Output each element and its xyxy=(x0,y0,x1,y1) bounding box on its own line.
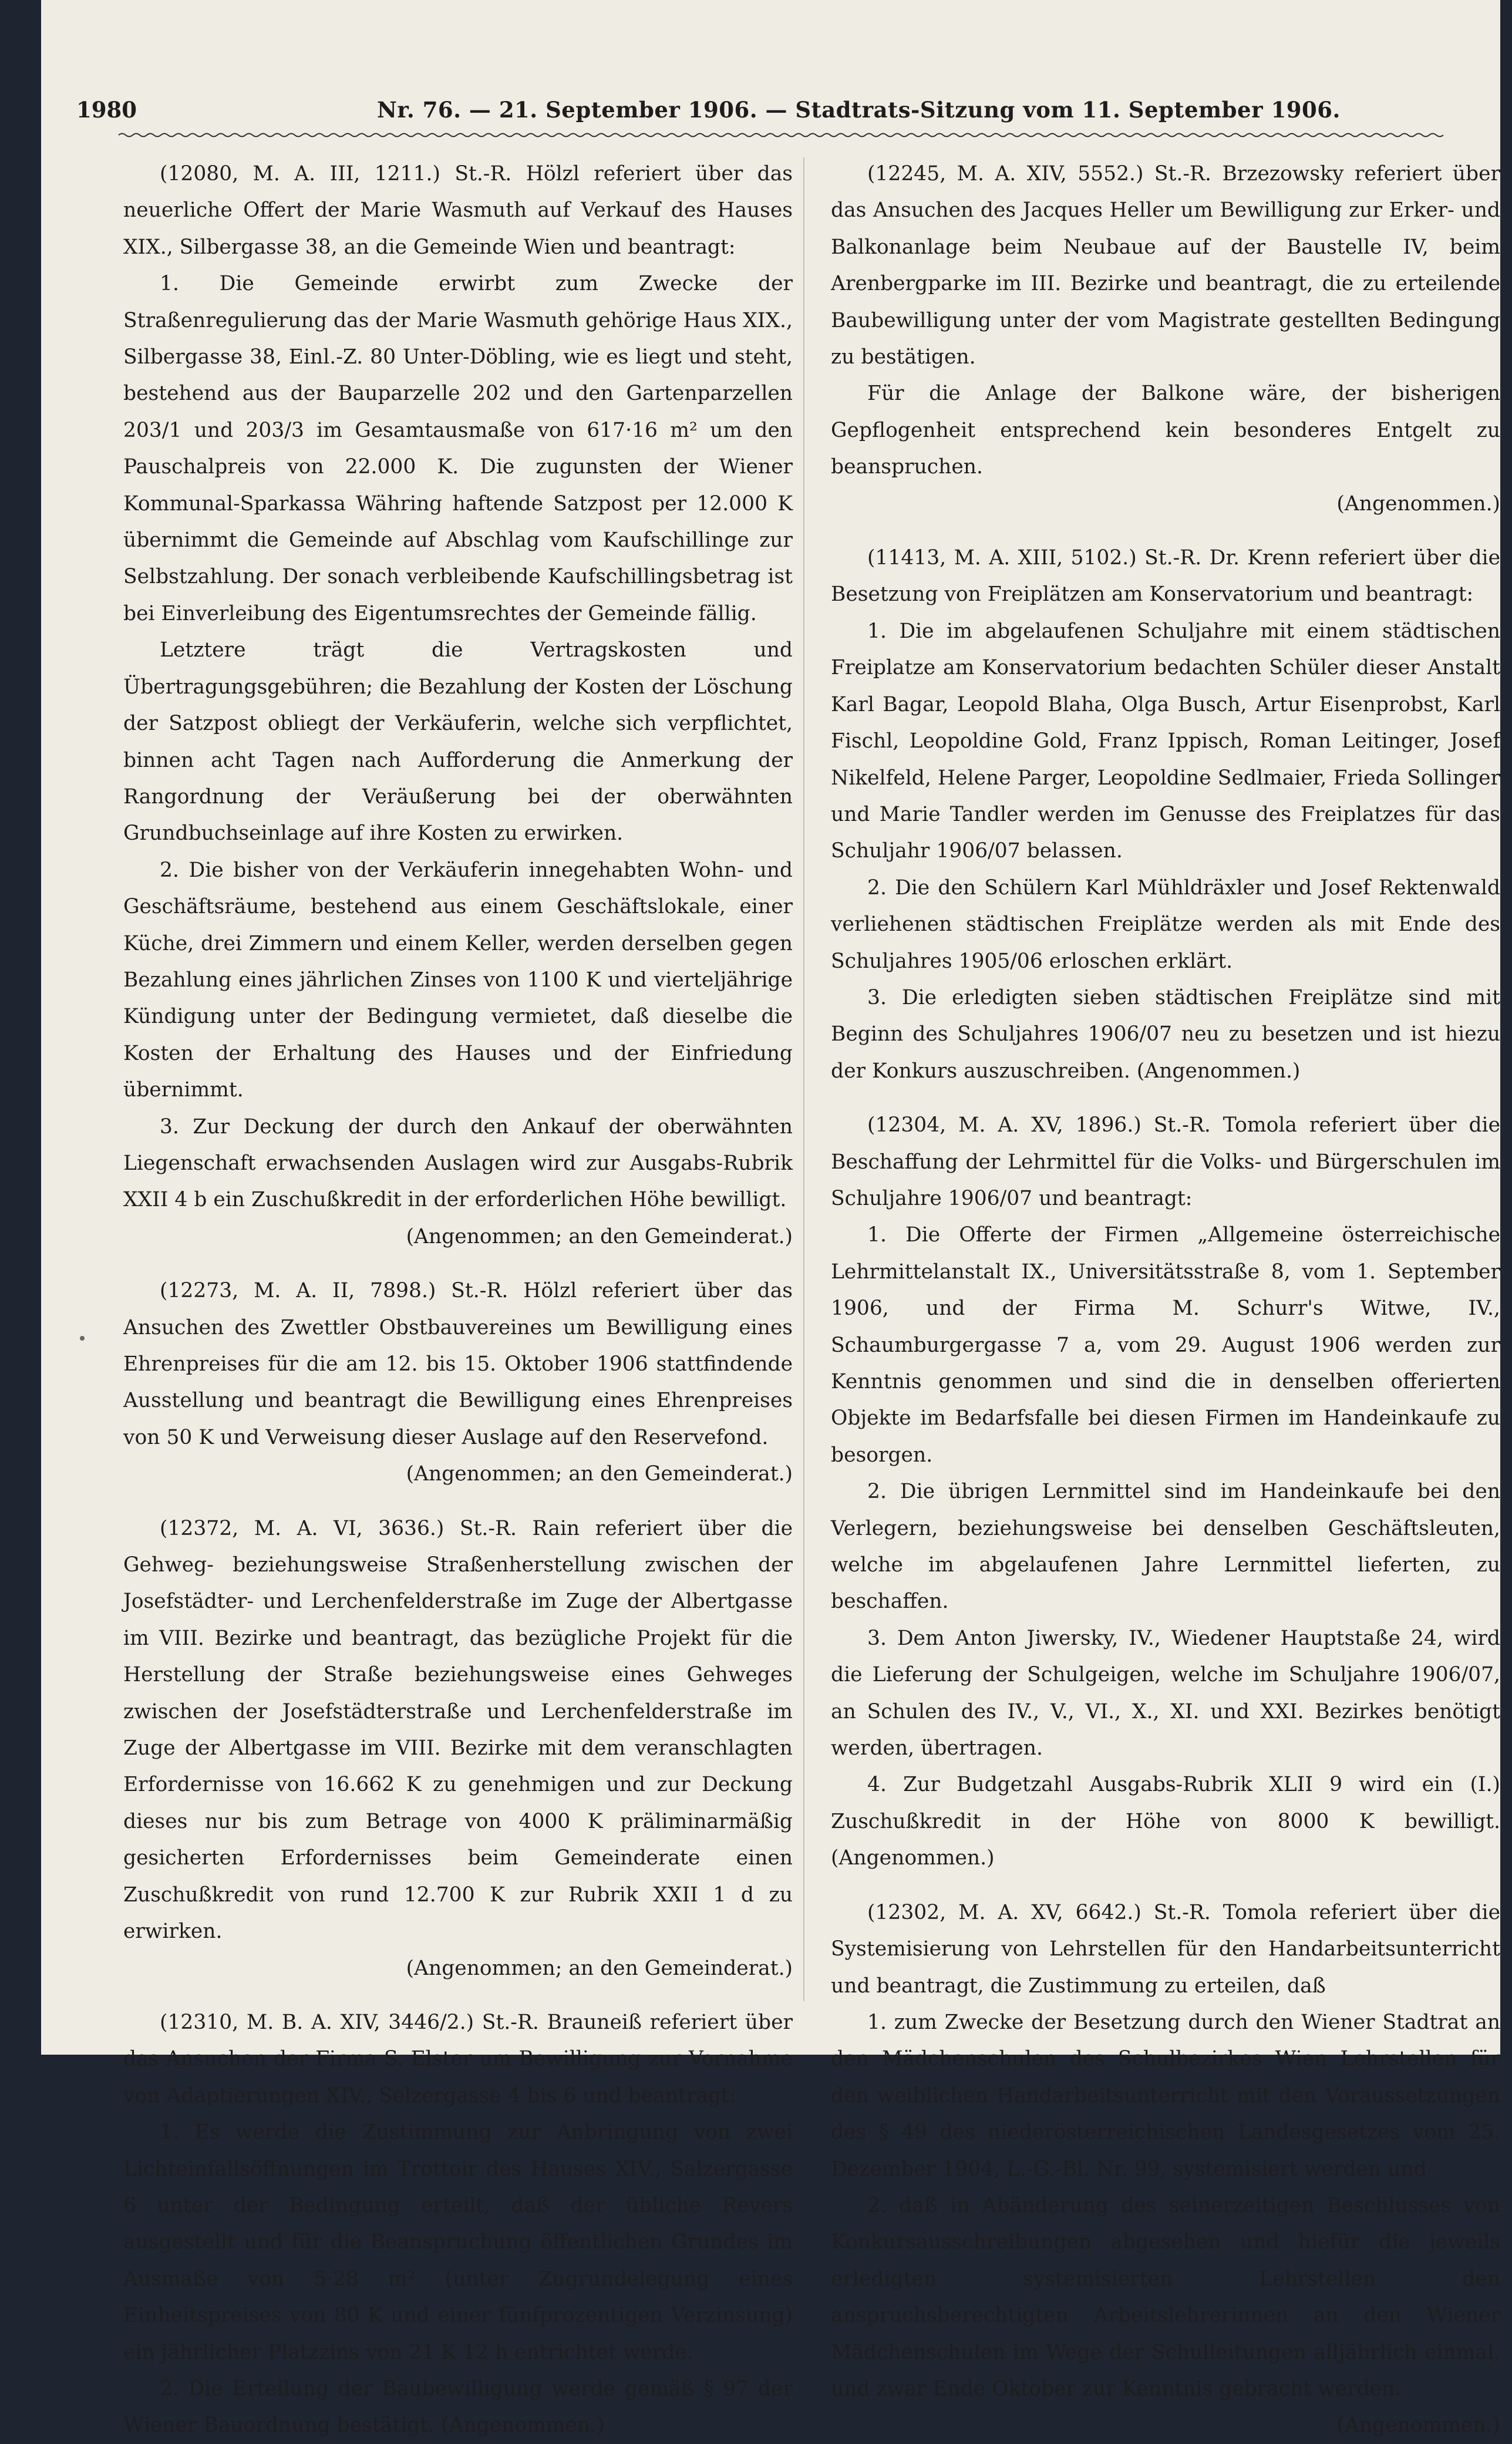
resolution-12080: (Angenommen; an den Gemeinderat.) xyxy=(406,1224,793,1248)
paragraph-12080-item-1b: Letztere trägt die Vertragskosten und Übertragungsgebühren; die Bezahlung der Kosten der Löschung der Satzpost obliegt der Verkäuferin, welche sich verpflichtet, binnen acht Tagen nach Aufforderung die Anmerkung der Rangordnung der Veräußerung bei der oberwähnten Grundbuchseinlage auf ihre Kosten zu erwirken. xyxy=(123,638,793,846)
resolution-12302: (Angenommen.) xyxy=(1336,2413,1500,2438)
paragraph-12245: (12245, M. A. XIV, 5552.) St.-R. Brzezowsky referiert über das Ansuchen des Jacques Heller um Bewilligung zur Erker- und Balkonanlage beim Neubaue auf der Baustelle IV, beim Arenbergparke im III. Bezirke und beantragt, die zu erteilende Baubewilligung unter der vom Magistrate gestellten Bedingung zu bestätigen. xyxy=(831,162,1500,369)
right-column xyxy=(831,156,1500,2444)
column-divider xyxy=(803,157,804,2001)
paragraph-12080-item-3: 3. Zur Deckung der durch den Ankauf der oberwähnten Liegenschaft erwachsenden Auslagen wird zur Ausgabs-Rubrik XXII 4 b ein Zuschußkredit in der erforderlichen Höhe bewilligt. xyxy=(123,1115,793,1212)
paragraph-12302-intro: (12302, M. A. XV, 6642.) St.-R. Tomola referiert über die Systemisierung von Lehrstellen für den Handarbeitsunterricht und beantragt, die Zustimmung zu erteilen, daß xyxy=(831,1900,1500,1998)
paragraph-11413-item-1: 1. Die im abgelaufenen Schuljahre mit einem städtischen Freiplatze am Konservatorium bedachten Schüler dieser Anstalt Karl Bagar, Leopold Blaha, Olga Busch, Artur Eisenprobst, Karl Fischl, Leopoldine Gold, Franz Ippisch, Roman Leitinger, Josef Nikelfeld, Helene Parger, Leopoldine Sedlmaier, Frieda Sollinger und Marie Tandler werden im Genusse des Freiplatzes für das Schuljahr 1906/07 belassen. xyxy=(831,619,1500,863)
paragraph-12245-item: Für die Anlage der Balkone wäre, der bisherigen Gepflogenheit entsprechend kein besonderes Entgelt zu beanspruchen. xyxy=(831,382,1500,479)
running-title: Nr. 76. — 21. September 1906. — Stadtrats-Sitzung vom 11. September 1906. xyxy=(377,97,1341,123)
paragraph-12304-intro: (12304, M. A. XV, 1896.) St.-R. Tomola referiert über die Beschaffung der Lehrmittel für die Volks- und Bürgerschulen im Schuljahre 1906/07 und beantragt: xyxy=(831,1113,1500,1210)
paragraph-12302-item-2: 2. daß in Abänderung des seinerzeitigen Beschlusses von Konkursausschreibungen abgesehen und hiefür die jeweils erledigten systemisierten Lehrstellen den anspruchsberechtigten Arbeitslehrerinnen an den Wiener Mädchenschulen im Wege der Schulleitungen alljährlich einmal, und zwar Ende Oktober zur Kenntnis gebracht werden. xyxy=(831,2193,1500,2401)
resolution-12245: (Angenommen.) xyxy=(1336,492,1500,516)
page-header xyxy=(76,91,1477,132)
paragraph-12372: (12372, M. A. VI, 3636.) St.-R. Rain referiert über die Gehweg- beziehungsweise Straßenherstellung zwischen der Josefstädter- und Lerchenfelderstraße im Zuge der Albertgasse im VIII. Bezirke und beantragt, das bezügliche Projekt für die Herstellung der Straße beziehungsweise eines Gehweges zwischen der Josefstädterstraße und Lerchenfelderstraße im Zuge der Albertgasse im VIII. Bezirke mit dem veranschlagten Erfordernisse von 16.662 K zu genehmigen und zur Deckung dieses nur bis zum Betrage von 4000 K präliminarmäßig gesicherten Erfordernisses beim Gemeinderate einen Zuschußkredit von rund 12.700 K zur Rubrik XXII 1 d zu erwirken. xyxy=(123,1516,793,1944)
paragraph-12080-item-1: 1. Die Gemeinde erwirbt zum Zwecke der Straßenregulierung das der Marie Wasmuth gehörige Haus XIX., Silbergasse 38, Einl.-Z. 80 Unter-Döbling, wie es liegt und steht, bestehend aus der Bauparzelle 202 und den Gartenparzellen 203/1 und 203/3 im Gesamtausmaße von 617·16 m² um den Pauschalpreis von 22.000 K. Die zugunsten der Wiener Kommunal-Sparkassa Währing haftende Satzpost per 12.000 K übernimmt die Gemeinde auf Abschlag vom Kaufschillinge zur Selbstzahlung. Der sonach verbleibende Kaufschillingsbetrag ist bei Einverleibung des Eigentumsrechtes der Gemeinde fällig. xyxy=(123,272,793,625)
ink-smudge xyxy=(80,1336,85,1341)
paragraph-12273: (12273, M. A. II, 7898.) St.-R. Hölzl referiert über das Ansuchen des Zwettler Obstbauvereines um Bewilligung eines Ehrenpreises für die am 12. bis 15. Oktober 1906 stattfindende Ausstellung und beantragt die Bewilligung eines Ehrenpreises von 50 K und Verweisung dieser Auslage auf den Reservefond. xyxy=(123,1279,793,1449)
resolution-12273: (Angenommen; an den Gemeinderat.) xyxy=(406,1462,793,1486)
page-number: 1980 xyxy=(76,97,137,123)
paragraph-12304-item-2: 2. Die übrigen Lernmittel sind im Handeinkaufe bei den Verlegern, beziehungsweise bei denselben Geschäftsleuten, welche im abgelaufenen Jahre Lernmittel lieferten, zu beschaffen. xyxy=(831,1480,1500,1614)
paragraph-12302-item-1: 1. zum Zwecke der Besetzung durch den Wiener Stadtrat an den Mädchenschulen des Schulbezirkes Wien Lehrstellen für den weiblichen Handarbeitsunterricht mit den Voraussetzungen des § 49 des niederösterreichischen Landesgesetzes vom 25. Dezember 1904, L.-G.-Bl. Nr. 99, systemisiert werden und xyxy=(831,2010,1500,2181)
paragraph-11413-item-3: 3. Die erledigten sieben städtischen Freiplätze sind mit Beginn des Schuljahres 1906/07 neu zu besetzen und ist hiezu der Konkurs auszuschreiben. (Angenommen.) xyxy=(831,985,1500,1083)
paragraph-12304-item-1: 1. Die Offerte der Firmen „Allgemeine österreichische Lehrmittelanstalt IX., Universitätsstraße 8, vom 1. September 1906, und der Firma M. Schurr's Witwe, IV., Schaumburgergasse 7 a, vom 29. August 1906 werden zur Kenntnis genommen und sind die in denselben offerierten Objekte im Bedarfsfalle bei diesen Firmen im Handeinkaufe zu besorgen. xyxy=(831,1223,1500,1467)
paragraph-12304-item-4: 4. Zur Budgetzahl Ausgabs-Rubrik XLII 9 wird ein (I.) Zuschußkredit in der Höhe von 8000 K bewilligt. (Angenommen.) xyxy=(831,1773,1500,1870)
paragraph-12310-intro: (12310, M. B. A. XIV, 3446/2.) St.-R. Brauneiß referiert über das Ansuchen der Firma S. Elster um Bewilligung zur Vornahme von Adaptierungen XIV., Selzergasse 4 bis 6 und beantragt: xyxy=(123,2010,793,2108)
paragraph-12310-item-1: 1. Es werde die Zustimmung zur Anbringung von zwei Lichteinfallsöffnungen im Trottoir des Hauses XIV., Salzergasse 6 unter der Bedingung erteilt, daß der übliche Revers ausgestellt und für die Beanspruchung öffentlichen Grundes im Ausmaße von 5·28 m² (unter Zugrundelegung eines Einheitspreises von 80 K und einer fünfprozentigen Verzinsung) ein jährlicher Platzzins von 21 K 12 h entrichtet werde. xyxy=(123,2120,793,2364)
paragraph-12080-intro: (12080, M. A. III, 1211.) St.-R. Hölzl referiert über das neuerliche Offert der Marie Wasmuth auf Verkauf des Hauses XIX., Silbergasse 38, an die Gemeinde Wien und beantragt: xyxy=(123,162,793,259)
paragraph-11413-intro: (11413, M. A. XIII, 5102.) St.-R. Dr. Krenn referiert über die Besetzung von Freiplätzen am Konservatorium und beantragt: xyxy=(831,546,1500,607)
paragraph-12304-item-3: 3. Dem Anton Jiwersky, IV., Wiedener Hauptstaße 24, wird die Lieferung der Schulgeigen, welche im Schuljahre 1906/07, an Schulen des IV., V., VI., X., XI. und XXI. Bezirkes benötigt werden, übertragen. xyxy=(831,1626,1500,1760)
left-column xyxy=(123,156,793,2444)
document-page xyxy=(41,0,1500,2438)
resolution-12372: (Angenommen; an den Gemeinderat.) xyxy=(406,1956,793,1980)
paragraph-12310-item-2: 2. Die Erteilung der Baubewilligung werde gemäß § 97 der Wiener Bauordnung bestätigt. (Angenommen.) xyxy=(123,2376,793,2438)
paragraph-11413-item-2: 2. Die den Schülern Karl Mühldräxler und Josef Rektenwald verliehenen städtischen Freiplätze werden als mit Ende des Schuljahres 1905/06 erloschen erklärt. xyxy=(831,876,1500,973)
paragraph-12080-item-2: 2. Die bisher von der Verkäuferin innegehabten Wohn- und Geschäftsräume, bestehend aus einem Geschäftslokale, einer Küche, drei Zimmern und einem Keller, werden derselben gegen Bezahlung eines jährlichen Zinses von 1100 K und vierteljährige Kündigung unter der Bedingung vermietet, daß dieselbe die Kosten der Erhaltung des Hauses und der Einfriedung übernimmt. xyxy=(123,858,793,1102)
header-wavy-rule xyxy=(119,132,1447,138)
